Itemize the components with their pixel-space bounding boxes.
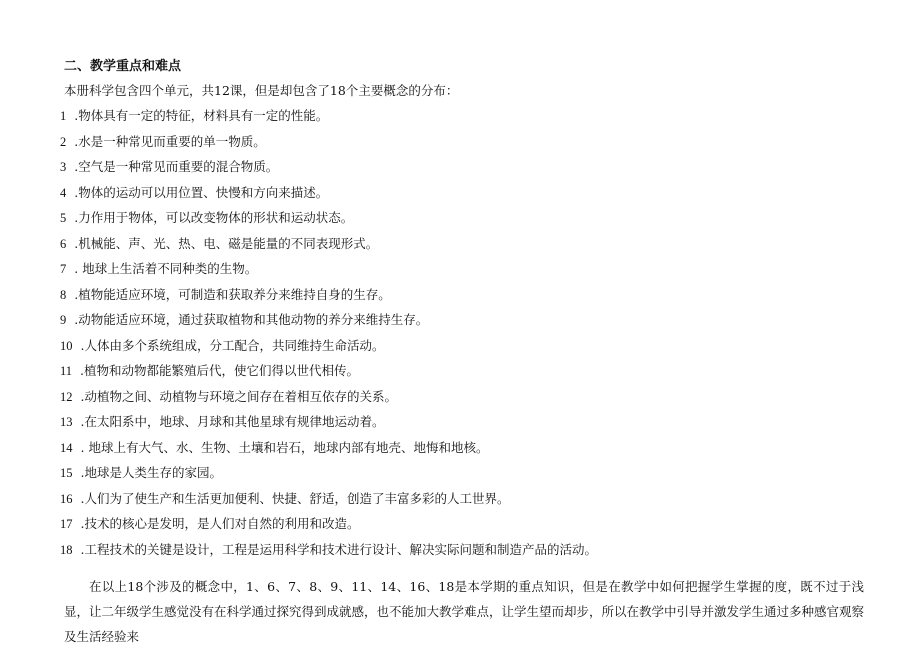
item-text: .人们为了使生产和生活更加便利、快捷、舒适，创造了丰富多彩的人工世界。	[80, 490, 510, 506]
list-item	[60, 158, 597, 184]
item-text: .空气是一种常见而重要的混合物质。	[74, 159, 279, 174]
item-number: 8	[60, 287, 67, 302]
list-item	[60, 235, 597, 261]
list-item	[60, 133, 597, 159]
list-item	[60, 260, 597, 286]
list-item	[60, 362, 597, 388]
list-item	[60, 464, 597, 490]
item-number: 2	[60, 134, 67, 149]
list-item	[60, 286, 597, 312]
list-item	[60, 541, 597, 567]
intro-text: 本册科学包含四个单元，共12课，但是却包含了18个主要概念的分布：	[64, 83, 459, 98]
list-item	[60, 107, 597, 133]
item-text: .力作用于物体，可以改变物体的形状和运动状态。	[74, 210, 354, 225]
item-text: .水是一种常见而重要的单一物质。	[74, 133, 266, 149]
item-text: . 地球上有大气、水、生物、土壤和岩石，地球内部有地壳、地悔和地核。	[80, 439, 489, 455]
item-text: .人体由多个系统组成，分工配合，共同维持生命活动。	[80, 337, 385, 353]
item-number: 11	[60, 364, 73, 378]
item-number: 4	[60, 185, 67, 200]
item-number: 9	[60, 313, 67, 327]
item-number: 10	[60, 338, 73, 353]
item-text: .机械能、声、光、热、电、磁是能量的不同表现形式。	[74, 235, 379, 251]
item-number: 13	[60, 415, 73, 429]
list-item	[60, 337, 597, 363]
list-item	[60, 413, 597, 439]
item-text: .在太阳系中，地球、月球和其他星球有规律地运动着。	[80, 414, 385, 429]
section-heading: 二、教学重点和难点	[64, 59, 182, 74]
list-item	[60, 388, 597, 414]
item-number: 17	[60, 517, 73, 531]
body-paragraph: 在以上18个涉及的概念中，1、6、7、8、9、11、14、16、18是本学期的重点知识，但是在教学中如何把握学生掌握的度，既不过于浅显，让二年级学生感觉没有在科学通过探究得到成就感，也不能加大教学难点，让学生望而却步，所以在教学中引导并激发学生通过多种感官观察及生活经验来	[64, 579, 865, 644]
item-number: 5	[60, 211, 67, 225]
item-number: 1	[60, 109, 67, 123]
list-item	[60, 515, 597, 541]
item-text: .技术的核心是发明，是人们对自然的利用和改造。	[80, 516, 360, 531]
list-item	[60, 184, 597, 210]
item-number: 16	[60, 491, 73, 506]
item-text: .动物能适应环境，通过获取植物和其他动物的养分来维持生存。	[74, 312, 429, 327]
item-number: 7	[60, 262, 67, 276]
item-text: . 地球上生活着不同种类的生物。	[74, 261, 258, 276]
list-item	[60, 490, 597, 516]
item-number: 3	[60, 160, 67, 174]
item-number: 12	[60, 389, 73, 404]
item-number: 18	[60, 542, 73, 557]
item-text: .物体具有一定的特征，材料具有一定的性能。	[74, 108, 329, 123]
item-text: .植物和动物都能繁殖后代，使它们得以世代相传。	[80, 363, 360, 378]
item-text: .动植物之间、动植物与环境之间存在着相互依存的关系。	[80, 388, 397, 404]
list-item	[60, 209, 597, 235]
item-text: .工程技术的关键是设计，工程是运用科学和技术进行设计、解决实际问题和制造产品的活动。	[80, 541, 597, 557]
item-text: .地球是人类生存的家园。	[80, 465, 222, 480]
concept-list	[60, 107, 597, 566]
item-number: 15	[60, 466, 73, 480]
list-item	[60, 311, 597, 337]
list-item	[60, 439, 597, 465]
item-number: 6	[60, 236, 67, 251]
item-text: .物体的运动可以用位置、快慢和方向来描述。	[74, 184, 329, 200]
item-text: .植物能适应环境，可制造和获取养分来维持自身的生存。	[74, 286, 391, 302]
item-number: 14	[60, 440, 73, 455]
